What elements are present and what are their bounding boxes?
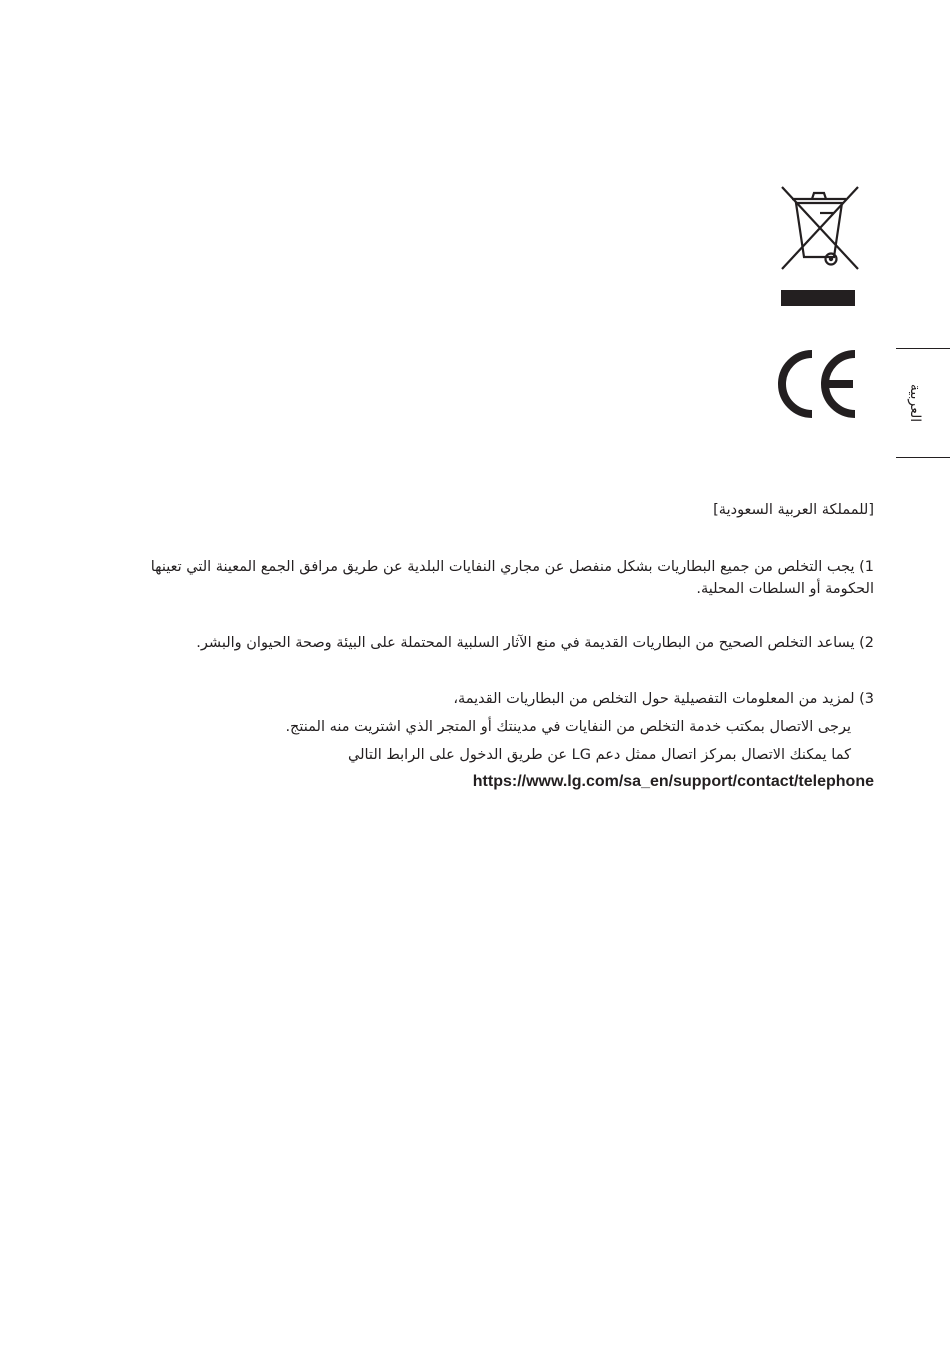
- support-contact-link[interactable]: https://www.lg.com/sa_en/support/contact/telephone: [472, 773, 874, 790]
- side-tab-top-rule: [896, 348, 950, 349]
- ce-mark-icon: [775, 346, 859, 422]
- notice-item-3: 3) لمزيد من المعلومات التفصيلية حول التخلص من البطاريات القديمة،: [453, 691, 874, 707]
- side-tab-bottom-rule: [896, 457, 950, 458]
- section-heading: [للمملكة العربية السعودية]: [713, 502, 874, 518]
- weee-solid-bar: [781, 290, 855, 306]
- notice-item-3-line-1: يرجى الاتصال بمكتب خدمة التخلص من النفايات في مدينتك أو المتجر الذي اشتريت منه المنتج.: [285, 719, 851, 735]
- notice-item-3-line-2: كما يمكنك الاتصال بمركز اتصال ممثل دعم LG عن طريق الدخول على الرابط التالي: [348, 747, 851, 763]
- weee-bin-icon: [774, 183, 864, 275]
- notice-item-2: 2) يساعد التخلص الصحيح من البطاريات القديمة في منع الآثار السلبية المحتملة على البيئة وصحة الحيوان والبشر.: [196, 635, 874, 651]
- notice-item-1: 1) يجب التخلص من جميع البطاريات بشكل منفصل عن مجاري النفايات البلدية عن طريق مرافق الجمع المعينة التي تعينها الحكومة أو السلطات المحلية.: [150, 559, 874, 597]
- side-tab-language-label: العربية: [907, 383, 923, 423]
